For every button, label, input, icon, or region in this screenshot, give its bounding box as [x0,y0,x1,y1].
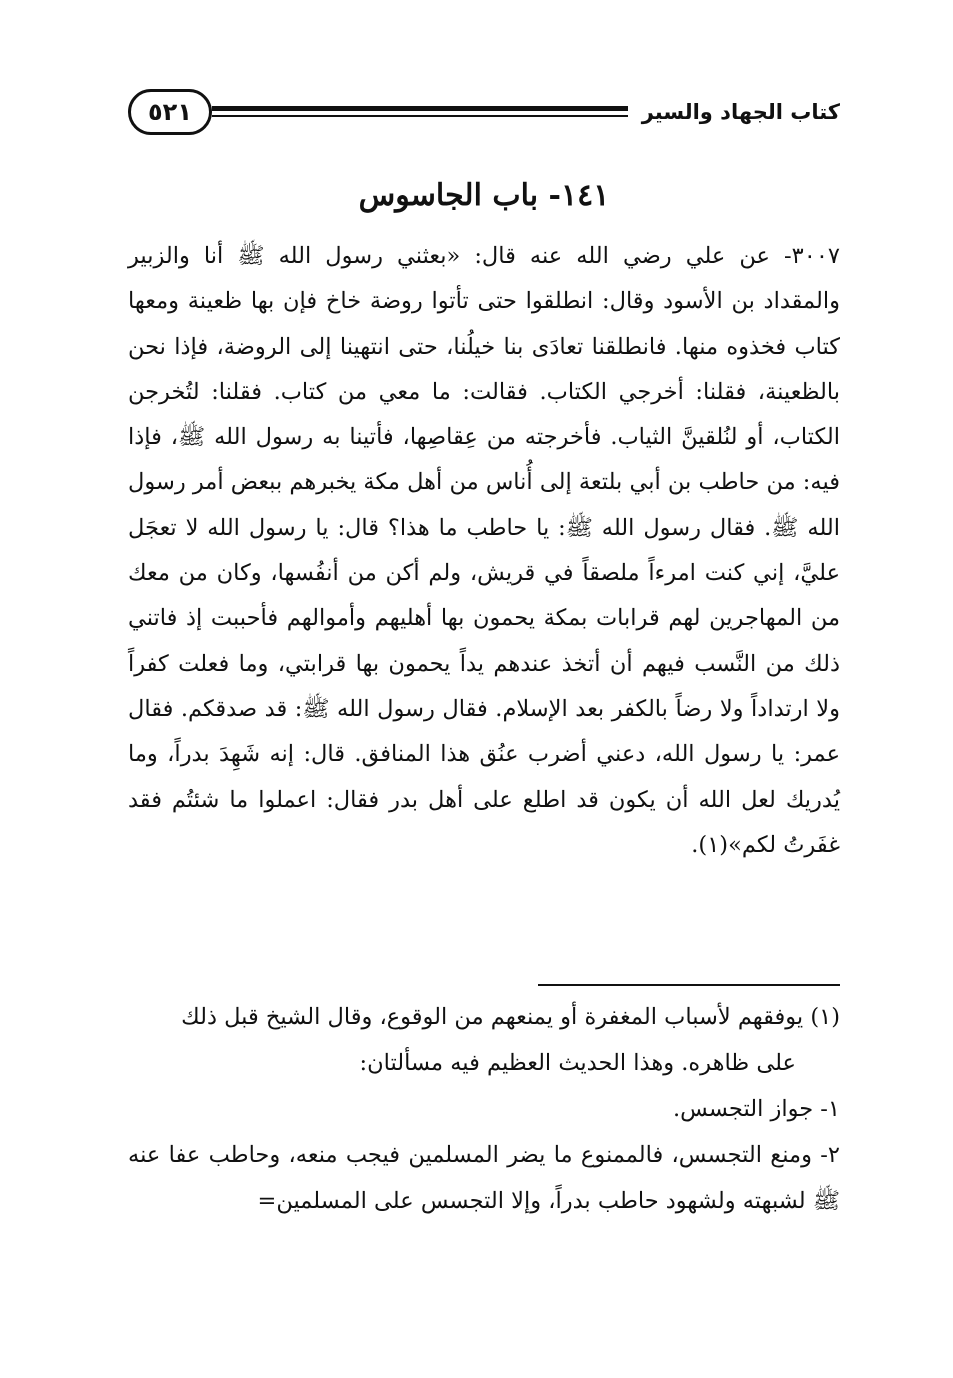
header-rule-thick [212,106,628,111]
page-number-frame [128,89,212,135]
page-header [128,86,840,140]
hadith-paragraph: ٣٠٠٧- عن علي رضي الله عنه قال: «بعثني رسول الله ﷺ أنا والزبير والمقداد بن الأسود وقال: انطلقوا حتى تأتوا روضة خاخ فإن بها ظعينة ومعها كتاب فخذوه منها. فانطلقنا تعادَى بنا خيلُنا، حتى انتهينا إلى الروضة، فإذا نحن بالظعينة، فقلنا: أخرجي الكتاب. فقالت: ما معي من كتاب. فقلنا: لتُخرجن الكتاب، أو لنُلقينَّ الثياب. فأخرجته من عِقاصِها، فأتينا به رسول الله ﷺ، فإذا فيه: من حاطب بن أبي بلتعة إلى أُناس من أهل مكة يخبرهم ببعض أمر رسول الله ﷺ. فقال رسول الله ﷺ: يا حاطب ما هذا؟ قال: يا رسول الله لا تعجَل عليَّ، إني كنت امرءاً ملصقاً في قريش، ولم أكن من أنفُسها، وكان من معك من المهاجرين لهم قرابات بمكة يحمون بها أهليهم وأموالهم فأحببت إذ فاتني ذلك من النَّسب فيهم أن أتخذ عندهم يداً يحمون بها قرابتي، وما فعلت كفراً ولا ارتداداً ولا رضاً بالكفر بعد الإسلام. فقال رسول الله ﷺ: قد صدقكم. فقال عمر: يا رسول الله، دعني أضرب عنُق هذا المنافق. قال: إنه شَهِدَ بدراً، وما يُدريك لعل الله أن يكون قد اطلع على أهل بدر فقال: اعملوا ما شئتُم فقد غفَرتُ لكم»(١). [128,243,840,858]
footnote-item-1: ١- جواز التجسس. [673,1096,840,1122]
page-number: ٥٢١ [148,98,192,126]
chapter-heading: ١٤١- باب الجاسوس [358,178,610,213]
running-title: كتاب الجهاد والسير [641,100,840,124]
header-rule-thin [212,115,628,117]
footnotes [128,994,840,1224]
footnote-separator [538,984,840,986]
footnote-item-2: ٢- ومنع التجسس، فالممنوع ما يضر المسلمين فيجب منعه، وحاطب عفا عنه ﷺ لشبهته ولشهود حاطب بدراً، وإلا التجسس على المسلمين= [128,1142,840,1214]
footnote-1: (١) يوفقهم لأسباب المغفرة أو يمنعهم من الوقوع، وقال الشيخ قبل ذلك [181,1004,840,1030]
header-double-rule [212,106,628,120]
footnote-1-continuation: على ظاهره. وهذا الحديث العظيم فيه مسألتان: [359,1050,796,1076]
hadith-body [128,234,840,868]
